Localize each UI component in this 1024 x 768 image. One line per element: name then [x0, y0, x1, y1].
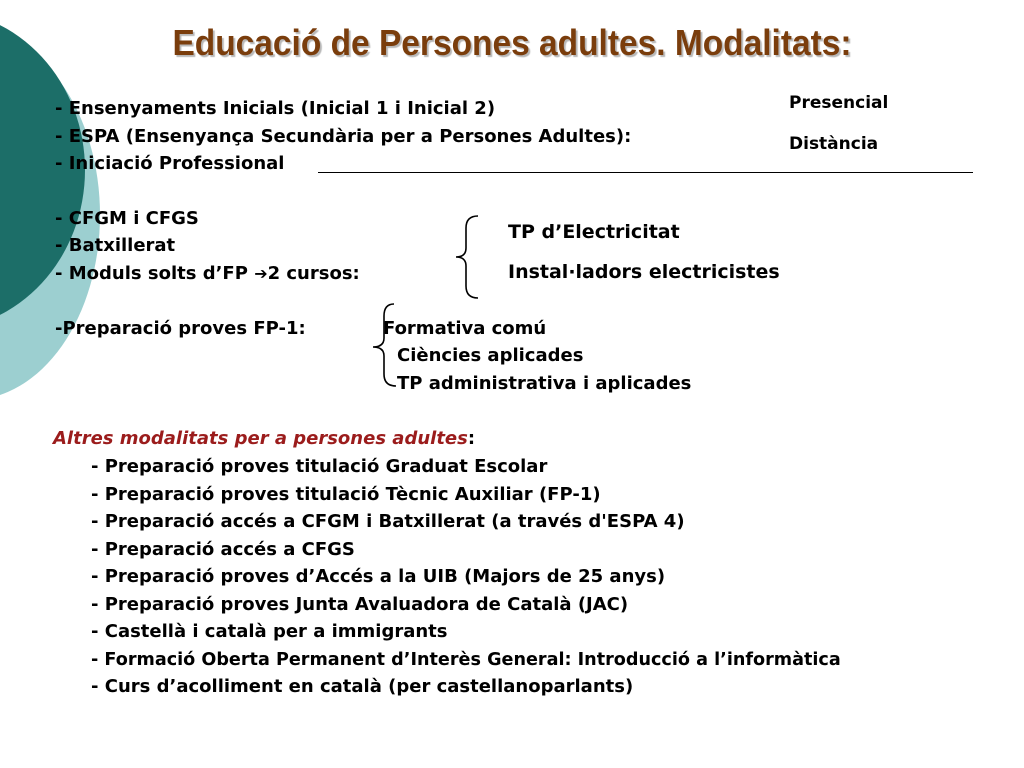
altres-heading — [53, 428, 475, 450]
list-item: - Ensenyaments Inicials (Inicial 1 i Inicial 2) — [55, 98, 496, 119]
list-item: - Preparació proves d’Accés a la UIB (Majors de 25 anys) — [91, 566, 666, 587]
list-item: - Preparació proves titulació Graduat Escolar — [91, 456, 548, 477]
altres-heading-text: Altres modalitats per a persones adultes — [53, 428, 468, 449]
page-title: Educació de Persones adultes. Modalitats: — [172, 22, 852, 63]
list-item: - Preparació proves Junta Avaluadora de Català (JAC) — [91, 594, 629, 615]
list-item: - Formació Oberta Permanent d’Interès General: Introducció a l’informàtica — [91, 650, 841, 670]
divider-line — [318, 172, 973, 173]
list-item: - Curs d’acolliment en català (per castellanoparlants) — [91, 676, 634, 697]
list-item-moduls — [55, 263, 360, 285]
moduls-prefix: - Moduls solts d’FP — [55, 263, 255, 284]
list-item: - ESPA (Ensenyança Secundària per a Persones Adultes): — [55, 126, 632, 147]
modality-presencial: Presencial — [789, 93, 889, 113]
list-item: - Preparació accés a CFGS — [91, 539, 355, 560]
curly-brace-icon — [452, 214, 482, 300]
modul-option: Instal·ladors electricistes — [508, 261, 780, 283]
modul-option: TP d’Electricitat — [508, 221, 680, 243]
list-item: - Batxillerat — [55, 235, 176, 256]
modality-distancia: Distància — [789, 134, 879, 154]
prep-option: Ciències aplicades — [397, 345, 584, 366]
altres-heading-colon: : — [467, 428, 476, 449]
prep-option: TP administrativa i aplicades — [397, 373, 692, 394]
list-item: - Preparació accés a CFGM i Batxillerat (a través d'ESPA 4) — [91, 511, 685, 532]
list-item: - Iniciació Professional — [55, 153, 285, 174]
prep-label: -Preparació proves FP-1: — [55, 318, 306, 339]
list-item: - Castellà i català per a immigrants — [91, 621, 448, 642]
curly-brace-icon — [368, 302, 398, 388]
prep-option: Formativa comú — [383, 318, 547, 339]
arrow-right-icon: ➔ — [254, 264, 268, 283]
list-item: - Preparació proves titulació Tècnic Auxiliar (FP-1) — [91, 484, 601, 505]
moduls-suffix: 2 cursos: — [267, 263, 360, 284]
list-item: - CFGM i CFGS — [55, 208, 199, 229]
